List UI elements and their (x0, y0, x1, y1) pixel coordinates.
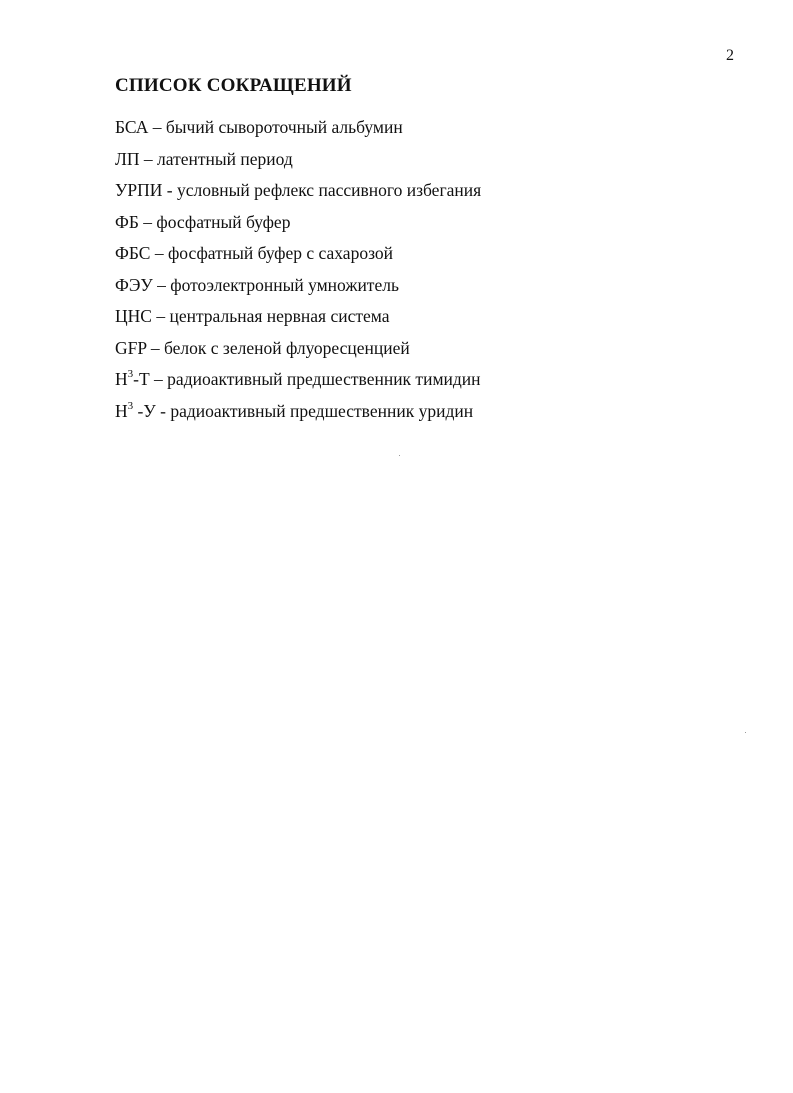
abbreviation-item (115, 212, 481, 244)
page-title: СПИСОК СОКРАЩЕНИЙ (115, 75, 352, 96)
abbreviation-term: ЦНС (115, 306, 152, 326)
abbreviation-separator: – (151, 306, 170, 326)
abbreviation-term: УРПИ (115, 180, 163, 200)
abbreviation-term: Н (115, 400, 128, 421)
page-number: 2 (726, 47, 734, 64)
abbreviation-definition: фосфатный буфер с сахарозой (167, 243, 393, 263)
abbreviation-item (115, 306, 481, 338)
abbreviation-item (115, 338, 481, 370)
abbreviation-superscript: 3 (127, 368, 134, 381)
abbreviation-superscript: 3 (127, 399, 134, 412)
abbreviation-item (115, 243, 481, 275)
abbreviation-definition: фотоэлектронный умножитель (170, 274, 399, 295)
abbreviation-separator: - (162, 180, 177, 200)
abbreviation-term: ФЭУ (115, 274, 153, 295)
abbreviation-term: GFP (115, 337, 147, 358)
abbreviation-term-suffix: -Т (133, 369, 150, 389)
abbreviation-separator: – (138, 211, 157, 232)
abbreviation-term: БСА (115, 117, 149, 137)
abbreviation-item (115, 180, 481, 212)
abbreviation-definition: центральная нервная система (169, 306, 390, 326)
abbreviation-definition: латентный период (157, 148, 293, 169)
abbreviation-separator: – (148, 117, 166, 137)
abbreviation-term: ЛП (115, 148, 140, 169)
abbreviation-term: ФБС (115, 243, 151, 263)
abbreviation-term: ФБ (115, 211, 139, 232)
abbreviation-term: Н (115, 369, 128, 389)
abbreviation-definition: радиоактивный предшественник уридин (170, 400, 474, 421)
abbreviation-item (115, 149, 481, 181)
scan-speck (399, 455, 400, 456)
abbreviation-term-suffix: -У (133, 400, 156, 421)
abbreviation-definition: белок с зеленой флуоресценцией (163, 337, 410, 358)
abbreviation-list (115, 117, 481, 432)
abbreviation-item (115, 369, 481, 401)
abbreviation-item (115, 275, 481, 307)
abbreviation-separator: – (149, 369, 168, 389)
abbreviation-separator: – (146, 337, 164, 358)
abbreviation-definition: фосфатный буфер (156, 211, 291, 232)
abbreviation-definition: условный рефлекс пассивного избегания (176, 180, 482, 200)
abbreviation-separator: – (150, 243, 168, 263)
abbreviation-separator: – (139, 148, 158, 169)
abbreviation-separator: - (155, 400, 171, 421)
scan-speck (745, 732, 746, 733)
abbreviation-item (115, 401, 481, 433)
abbreviation-item (115, 117, 481, 149)
abbreviation-separator: – (152, 274, 171, 295)
abbreviation-definition: радиоактивный предшественник тимидин (167, 369, 481, 389)
abbreviation-definition: бычий сывороточный альбумин (165, 117, 403, 137)
